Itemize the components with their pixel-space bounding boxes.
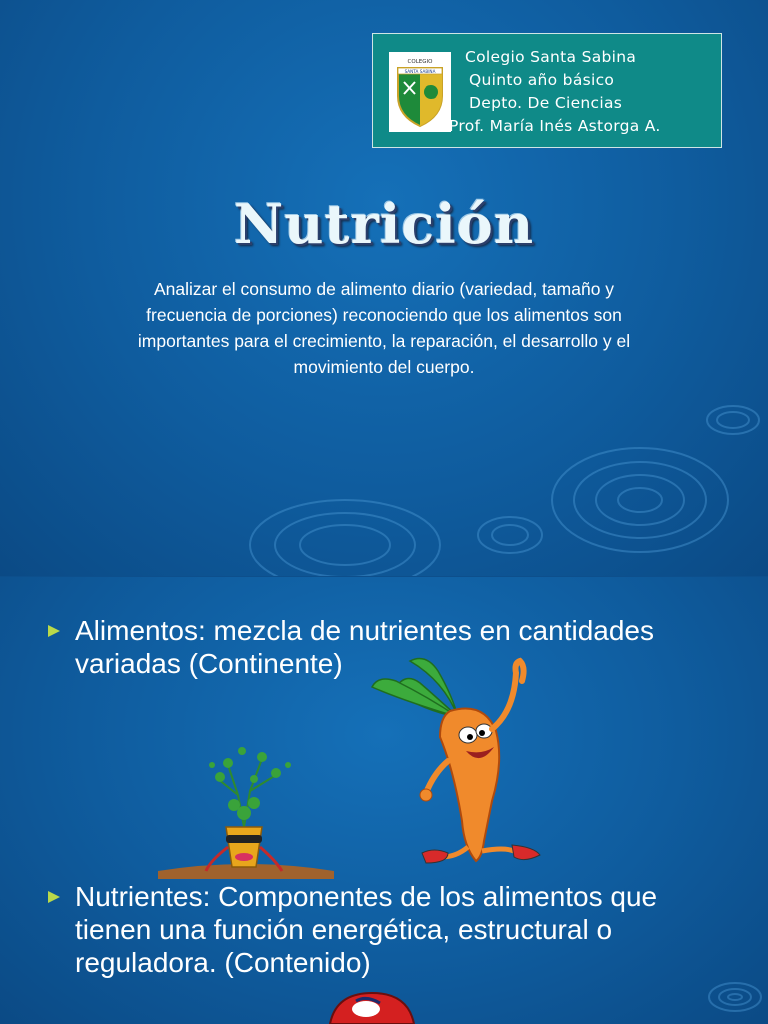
slide-nutrients bbox=[0, 577, 768, 1024]
bullet-text: Nutrientes: Componentes de los alimentos que tienen una función energética, estructural o reguladora. (Contenido) bbox=[75, 881, 658, 978]
arrow-bullet-icon bbox=[48, 891, 60, 903]
school-info-box bbox=[372, 33, 722, 148]
learning-objective: Analizar el consumo de alimento diario (variedad, tamaño y frecuencia de porciones) reconociendo que los alimentos son importantes para el crecimiento, la reparación, el desarrollo y el movimiento del cuerpo. bbox=[137, 279, 631, 377]
slide-title-text: Nutrición bbox=[233, 192, 535, 256]
dancing-carrot-icon bbox=[364, 651, 546, 881]
department: Depto. De Ciencias bbox=[469, 94, 623, 112]
grade-level: Quinto año básico bbox=[469, 71, 615, 89]
red-character-icon bbox=[326, 991, 418, 1024]
bullet-text: Alimentos: mezcla de nutrientes en cantidades variadas (Continente) bbox=[75, 615, 654, 679]
school-crest-logo bbox=[389, 52, 451, 132]
svg-text:SANTA SABINA: SANTA SABINA bbox=[404, 69, 436, 74]
arrow-bullet-icon bbox=[48, 625, 60, 637]
svg-text:COLEGIO: COLEGIO bbox=[407, 59, 433, 65]
potted-plant-character-icon bbox=[158, 735, 334, 883]
school-name: Colegio Santa Sabina bbox=[465, 48, 637, 66]
teacher-name: Prof. María Inés Astorga A. bbox=[449, 117, 661, 135]
